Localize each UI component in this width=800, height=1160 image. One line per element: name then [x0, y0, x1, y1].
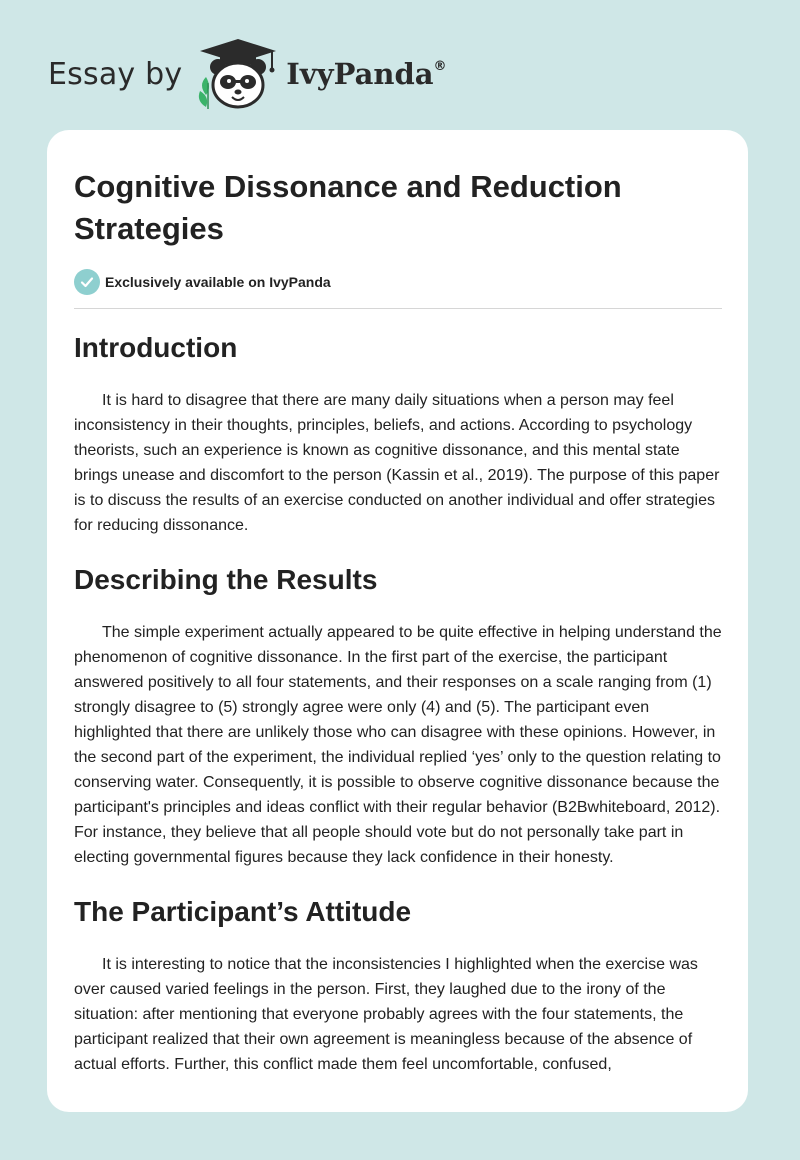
essay-card [47, 130, 748, 1112]
section-paragraph: It is hard to disagree that there are many daily situations when a person may feel inconsistency in their thoughts, principles, beliefs, and actions. According to psychology theorists, such an experience is known as cognitive dissonance, and this mental state brings unease and discomfort to the person (Kassin et al., 2019). The purpose of this paper is to discuss the results of an exercise conducted on another individual and offer strategies for reducing dissonance. [74, 392, 720, 534]
section-participant-attitude [74, 894, 722, 1077]
essay-title: Cognitive Dissonance and Reduction Strategies [74, 169, 622, 246]
exclusive-label: Exclusively available on IvyPanda [105, 274, 331, 290]
registered-mark: ® [433, 59, 447, 74]
title-divider [74, 308, 722, 309]
logo-essay-by-text: Essay by [48, 56, 183, 92]
section-describing-results [74, 562, 722, 870]
section-paragraph: It is interesting to notice that the inconsistencies I highlighted when the exercise was over caused varied feelings in the person. First, they laughed due to the irony of the situation: after mentioning that everyone probably agrees with the four statements, the participant realized that their own agreement is meaningless because of the absence of actual efforts. Further, this conflict made them feel uncomfortable, confused, [74, 956, 698, 1073]
panda-mascot-icon [192, 35, 284, 113]
site-logo[interactable] [48, 34, 508, 114]
essay-content [74, 166, 722, 1077]
logo-brand-name: IvyPanda® [286, 57, 447, 91]
section-heading: The Participant’s Attitude [74, 896, 412, 927]
section-paragraph: The simple experiment actually appeared to be quite effective in helping understand the phenomenon of cognitive dissonance. In the first part of the exercise, the participant answered positively to all four statements, and their responses on a scale ranging from (1) strongly disagree to (5) strongly agree were only (4) and (5). The participant even highlighted that there are unlikely those who can disagree with these opinions. However, in the second part of the experiment, the individual replied ‘yes’ only to the question relating to conserving water. Consequently, it is possible to observe cognitive dissonance because the participant's principles and ideas conflict with their regular behavior (B2Bwhiteboard, 2012). For instance, they believe that all people should vote but do not personally take part in electing governmental figures because they lack confidence in their honesty. [74, 624, 722, 866]
section-introduction [74, 330, 722, 538]
section-heading: Introduction [74, 332, 238, 363]
exclusive-badge [74, 268, 722, 296]
checkmark-icon [74, 269, 100, 295]
section-heading: Describing the Results [74, 564, 378, 595]
